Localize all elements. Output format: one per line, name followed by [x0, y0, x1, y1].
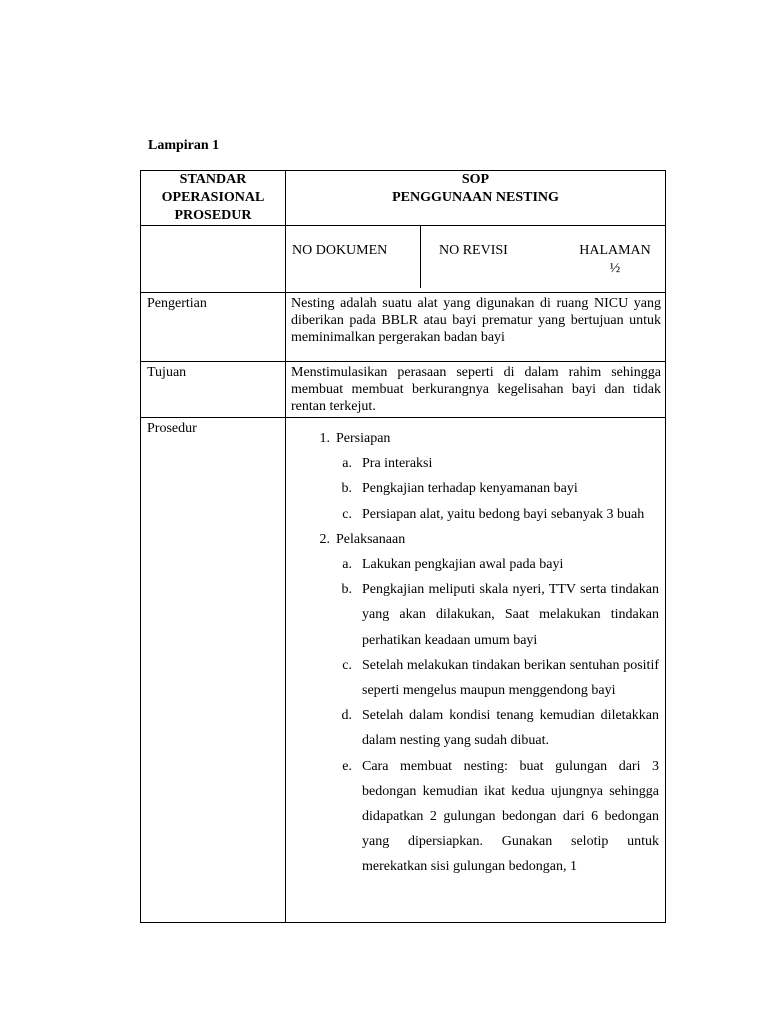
- tujuan-label: Tujuan: [141, 362, 286, 418]
- list-item: [286, 451, 659, 476]
- standar-line-3: PROSEDUR: [174, 208, 252, 223]
- item-letter: b.: [341, 481, 352, 497]
- item-letter: a.: [342, 557, 352, 573]
- header-row: [141, 171, 666, 226]
- section-title: Pelaksanaan: [336, 531, 406, 547]
- item-text: Setelah melakukan tindakan berikan sentuhan positif seperti mengelus maupun menggendong bayi: [362, 657, 659, 699]
- halaman-block: [565, 226, 665, 292]
- item-letter: b.: [341, 582, 352, 598]
- standar-line-1: STANDAR: [179, 172, 247, 187]
- item-letter: c.: [342, 657, 352, 673]
- prosedur-label: Prosedur: [141, 418, 286, 923]
- meta-cell: [286, 226, 666, 293]
- appendix-label: Lampiran 1: [148, 138, 220, 153]
- meta-row: [141, 226, 666, 293]
- section-title: Persiapan: [336, 431, 391, 446]
- sop-title-cell: [286, 171, 666, 226]
- item-letter: a.: [342, 456, 352, 472]
- item-text: Persiapan alat, yaitu bedong bayi sebanyak 3 buah: [362, 506, 645, 522]
- document-title: PENGGUNAAN NESTING: [392, 190, 559, 205]
- pengertian-label: Pengertian: [141, 293, 286, 362]
- list-item: [286, 426, 659, 451]
- standar-line-2: OPERASIONAL: [161, 190, 265, 205]
- item-text: Pengkajian meliputi skala nyeri, TTV serta tindakan yang akan dilakukan, Saat melakukan tindakan perhatikan keadaan umum bayi: [362, 582, 659, 648]
- item-letter: c.: [342, 506, 352, 522]
- item-text: Pra interaksi: [362, 456, 433, 472]
- section-number: 2.: [319, 531, 330, 547]
- item-letter: d.: [341, 708, 352, 724]
- pengertian-text: Nesting adalah suatu alat yang digunakan di ruang NICU yang diberikan pada BBLR atau bayi prematur yang bertujuan untuk meminimalkan pergerakan badan bayi: [286, 293, 666, 362]
- section-number: 1.: [319, 431, 330, 446]
- item-text: Pengkajian terhadap kenyamanan bayi: [362, 481, 578, 497]
- item-text: Lakukan pengkajian awal pada bayi: [362, 557, 564, 573]
- list-item: [286, 527, 659, 552]
- item-text: Setelah dalam kondisi tenang kemudian diletakkan dalam nesting yang sudah dibuat.: [362, 708, 659, 749]
- list-item: [286, 502, 659, 527]
- tujuan-text: Menstimulasikan perasaan seperti di dalam rahim sehingga membuat membuat berkurangnya kegelisahan bayi dan tidak rentan terkejut.: [286, 362, 666, 418]
- pengertian-row: [141, 293, 666, 362]
- prosedur-row: [141, 418, 666, 923]
- list-item: [286, 754, 659, 880]
- list-item: [286, 653, 659, 703]
- list-item: [286, 476, 659, 501]
- item-letter: e.: [342, 758, 352, 774]
- halaman-label: HALAMAN: [579, 243, 651, 258]
- sop-table: [140, 170, 666, 923]
- sop-label: SOP: [461, 172, 490, 187]
- meta-empty-cell: [141, 226, 286, 293]
- no-dokumen-label: NO DOKUMEN: [286, 226, 421, 288]
- no-revisi-label: NO REVISI: [439, 243, 508, 258]
- list-item: [286, 703, 659, 753]
- prosedur-cell: [286, 418, 666, 923]
- tujuan-row: [141, 362, 666, 418]
- list-item: [286, 552, 659, 577]
- item-text: Cara membuat nesting: buat gulungan dari 3 bedongan kemudian ikat kedua ujungnya sehingga didapatkan 2 gulungan bedongan dari 6 bedongan yang dipersiapkan. Gunakan selotip untuk merekatkan sisi gulungan bedongan, 1: [362, 758, 659, 875]
- list-item: [286, 577, 659, 653]
- standar-cell: [141, 171, 286, 226]
- halaman-value: ½: [609, 261, 621, 276]
